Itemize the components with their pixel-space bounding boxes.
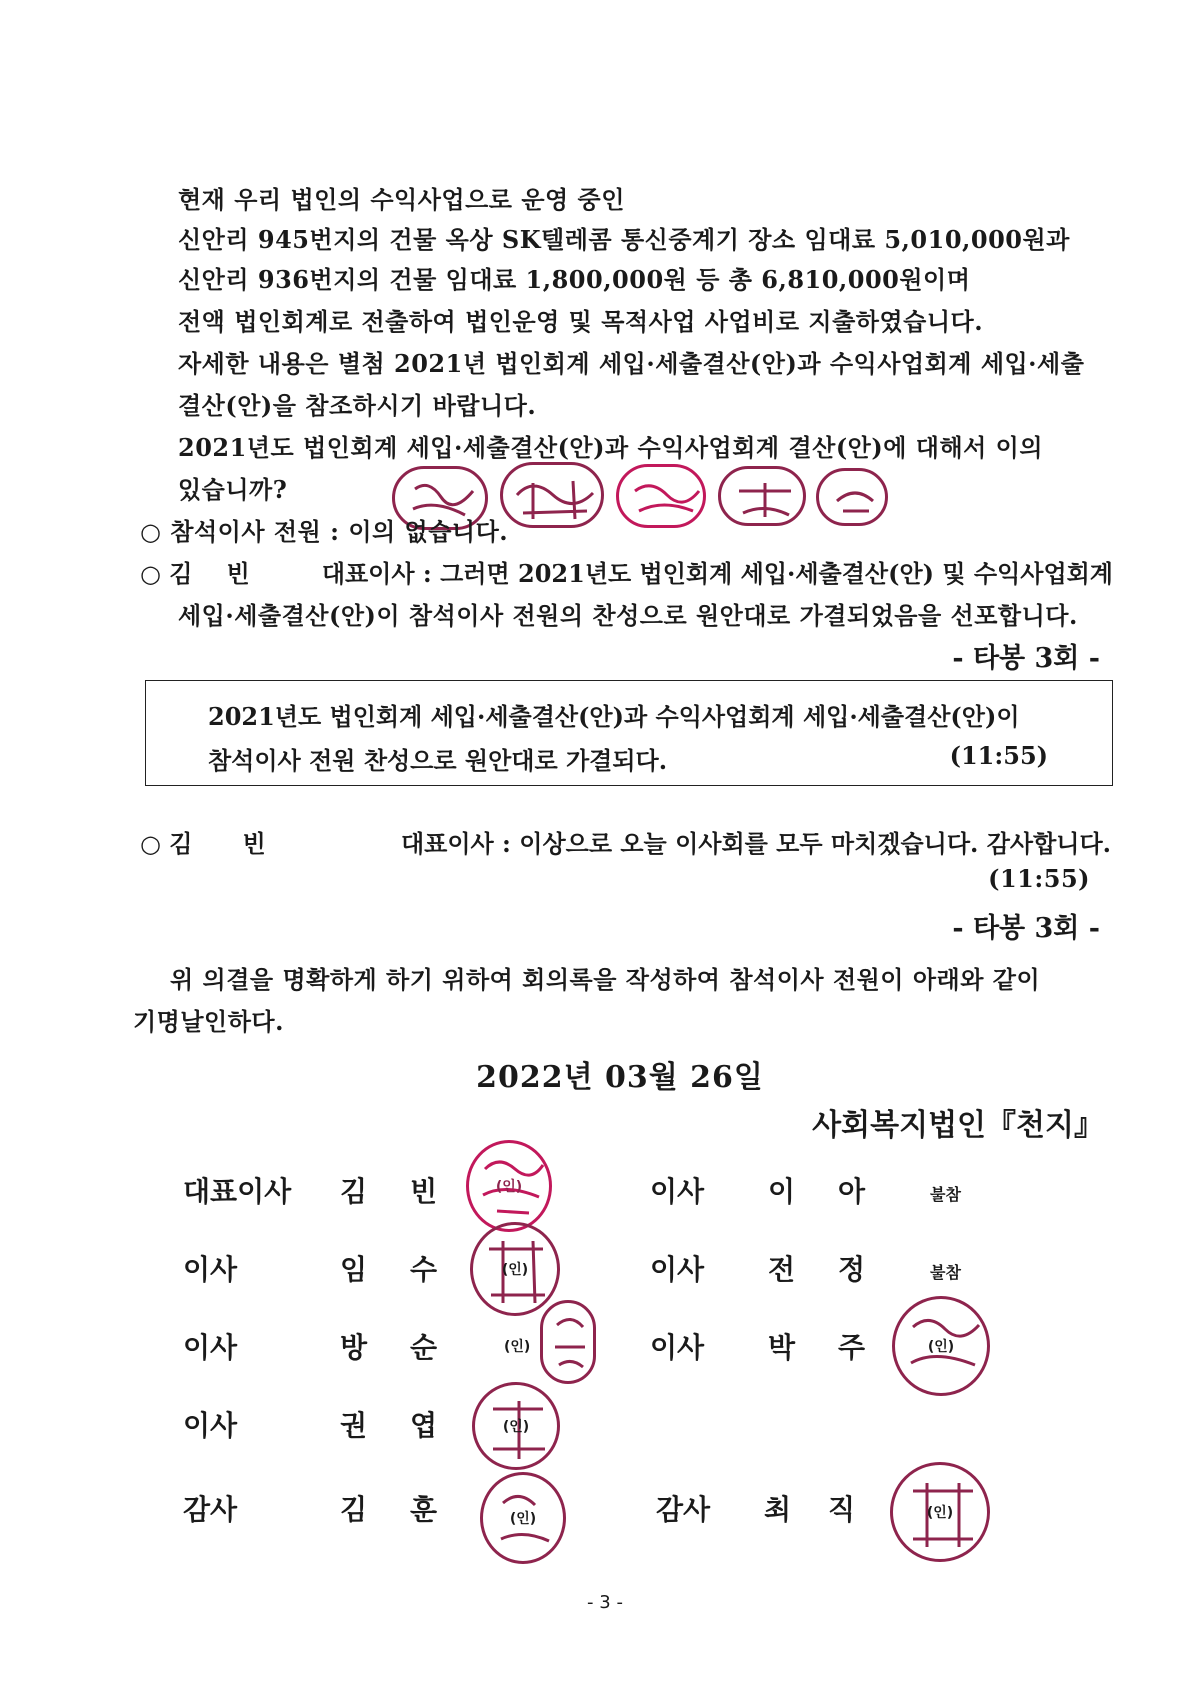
closing-speech-text: 대표이사 : 이상으로 오늘 이사회를 모두 마치겠습니다. 감사합니다. bbox=[400, 829, 1111, 858]
closing-speech bbox=[140, 824, 1111, 859]
sig-absent-4: 불참 bbox=[930, 1263, 961, 1282]
sig-given-1: 빈 bbox=[410, 1175, 438, 1208]
sig-given-2: 아 bbox=[838, 1175, 866, 1208]
seal-mark-auditor-choi: (인) bbox=[926, 1505, 954, 1521]
sig-surname-6: 박 bbox=[768, 1331, 796, 1364]
sig-role-1: 대표이사 bbox=[183, 1175, 292, 1208]
sig-role-5: 이사 bbox=[183, 1331, 238, 1364]
sig-surname-7: 권 bbox=[340, 1409, 368, 1442]
closing-speech-prefix: ○ 김 bbox=[140, 829, 193, 858]
attestation-line-2: 기명날인하다. bbox=[133, 1007, 284, 1036]
seal-mark-director-im: (인) bbox=[501, 1262, 529, 1278]
seal-mark-director-park: (인) bbox=[927, 1339, 955, 1355]
sig-surname-3: 임 bbox=[340, 1253, 368, 1286]
seal-stamp-director-park bbox=[892, 1296, 990, 1396]
sig-role-9: 감사 bbox=[656, 1493, 711, 1526]
attestation-line-1: 위 의결을 명확하게 하기 위하여 회의록을 작성하여 참석이사 전원이 아래와 같이 bbox=[170, 965, 1041, 994]
meeting-date: 2022년 03월 26일 bbox=[476, 1060, 764, 1095]
resolution-box bbox=[145, 680, 1113, 786]
closing-time: (11:55) bbox=[988, 864, 1090, 893]
seal-stamp-row-3 bbox=[616, 464, 706, 528]
sig-role-3: 이사 bbox=[183, 1253, 238, 1286]
sig-given-7: 엽 bbox=[410, 1409, 438, 1442]
chair-speech-line-2: 세입·세출결산(안)이 참석이사 전원의 찬성으로 원안대로 가결되었음을 선포합니다. bbox=[178, 601, 1078, 630]
organization-name: 사회복지법인『천지』 bbox=[812, 1108, 1104, 1143]
chair-speech-prefix: ○ 김 bbox=[140, 559, 193, 588]
sig-surname-4: 전 bbox=[768, 1253, 796, 1286]
sig-role-6: 이사 bbox=[650, 1331, 705, 1364]
sig-surname-9: 최 bbox=[764, 1493, 792, 1526]
body-line-3: 신안리 936번지의 건물 임대료 1,800,000원 등 총 6,810,000원이며 bbox=[178, 265, 971, 294]
body-line-8: 있습니까? bbox=[178, 475, 288, 504]
sig-surname-5: 방 bbox=[340, 1331, 368, 1364]
sig-given-6: 주 bbox=[838, 1331, 866, 1364]
sig-given-5: 순 bbox=[410, 1331, 438, 1364]
sig-given-3: 수 bbox=[410, 1253, 438, 1286]
body-line-6: 결산(안)을 참조하시기 바랍니다. bbox=[178, 391, 537, 420]
chair-name-rest: 빈 bbox=[226, 559, 250, 588]
sig-absent-2: 불참 bbox=[930, 1185, 961, 1204]
seal-stamp-director-im bbox=[470, 1222, 560, 1316]
seal-mark-director-bang: (인) bbox=[504, 1339, 531, 1355]
seal-mark-director-kwon: (인) bbox=[502, 1419, 530, 1435]
reply-all-directors: ○ 참석이사 전원 : 이의 없습니다. bbox=[140, 517, 509, 546]
seal-mark-auditor-kim: (인) bbox=[509, 1511, 537, 1527]
seal-stamp-row-5 bbox=[816, 468, 888, 526]
sig-given-9: 직 bbox=[828, 1493, 856, 1526]
resolution-text: 참석이사 전원 찬성으로 원안대로 가결되다. bbox=[208, 746, 668, 775]
resolution-line-2 bbox=[208, 741, 1048, 776]
sig-role-7: 이사 bbox=[183, 1409, 238, 1442]
sig-surname-1: 김 bbox=[340, 1175, 368, 1208]
chair-speech-line-1 bbox=[140, 554, 1113, 589]
sig-role-8: 감사 bbox=[183, 1493, 238, 1526]
seal-mark-ceo: (인) bbox=[495, 1179, 523, 1195]
closing-name-rest: 빈 bbox=[242, 829, 266, 858]
body-line-1: 현재 우리 법인의 수익사업으로 운영 중인 bbox=[178, 185, 625, 214]
chair-speech-text: 대표이사 : 그러면 2021년도 법인회계 세입·세출결산(안) 및 수익사업회계 bbox=[321, 559, 1113, 588]
page-number: - 3 - bbox=[587, 1592, 623, 1613]
seal-stamp-ceo bbox=[466, 1140, 552, 1232]
sig-role-2: 이사 bbox=[650, 1175, 705, 1208]
sig-surname-2: 이 bbox=[768, 1175, 796, 1208]
gavel-strikes-1: - 타봉 3회 - bbox=[952, 643, 1100, 674]
seal-stamp-row-2 bbox=[500, 462, 604, 528]
sig-role-4: 이사 bbox=[650, 1253, 705, 1286]
seal-stamp-auditor-choi bbox=[890, 1462, 990, 1562]
seal-stamp-auditor-kim bbox=[480, 1472, 566, 1564]
body-line-4: 전액 법인회계로 전출하여 법인운영 및 목적사업 사업비로 지출하였습니다. bbox=[178, 307, 984, 336]
resolution-line-1: 2021년도 법인회계 세입·세출결산(안)과 수익사업회계 세입·세출결산(안)이 bbox=[208, 702, 1020, 731]
sig-given-8: 훈 bbox=[410, 1493, 438, 1526]
seal-stamp-director-bang bbox=[540, 1300, 596, 1384]
seal-stamp-row-4 bbox=[718, 466, 806, 526]
seal-stamp-director-kwon bbox=[472, 1382, 560, 1470]
body-line-7: 2021년도 법인회계 세입·세출결산(안)과 수익사업회계 결산(안)에 대해서 이의 bbox=[178, 433, 1044, 462]
gavel-strikes-2: - 타봉 3회 - bbox=[952, 913, 1100, 944]
sig-given-4: 정 bbox=[838, 1253, 866, 1286]
sig-surname-8: 김 bbox=[340, 1493, 368, 1526]
body-line-2: 신안리 945번지의 건물 옥상 SK텔레콤 통신중계기 장소 임대료 5,010,000원과 bbox=[178, 225, 1070, 254]
resolution-time: (11:55) bbox=[949, 741, 1048, 770]
body-line-5: 자세한 내용은 별첨 2021년 법인회계 세입·세출결산(안)과 수익사업회계 세입·세출 bbox=[178, 349, 1085, 378]
